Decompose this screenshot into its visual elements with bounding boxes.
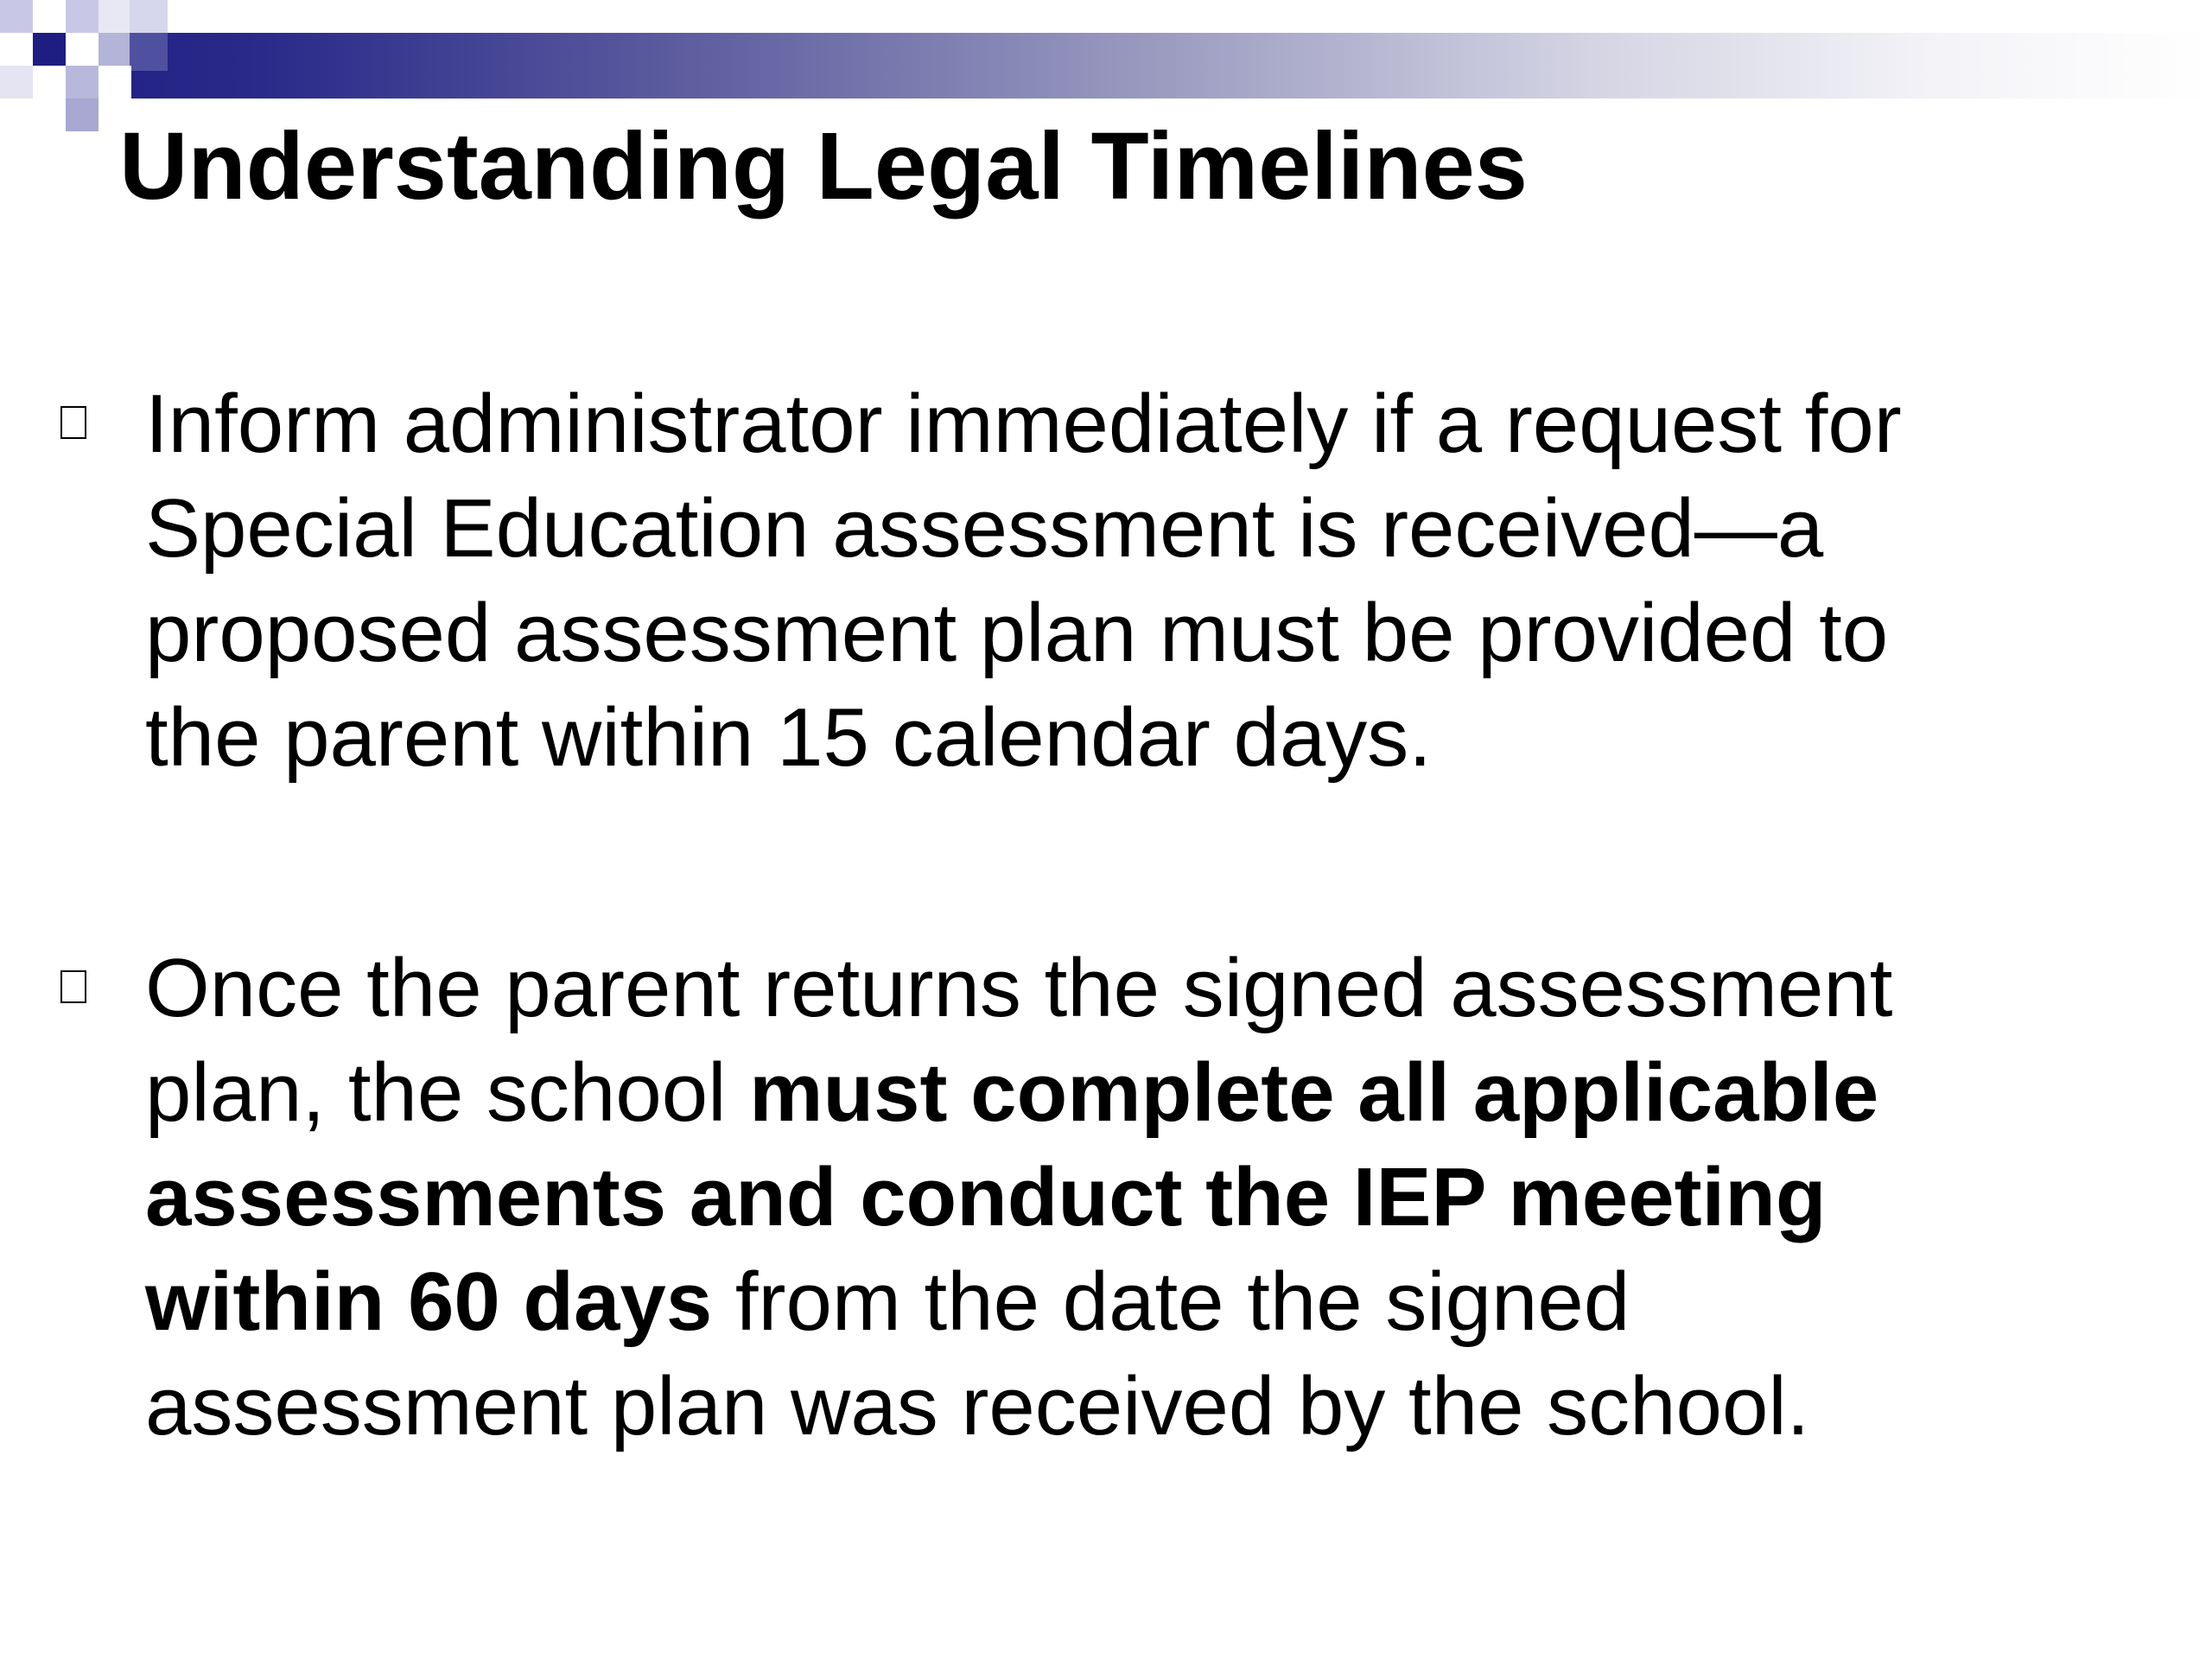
bullet-line: proposed assessment plan must be provided to <box>145 587 1889 679</box>
bullet-line <box>145 1040 2098 1145</box>
bullet-line <box>145 1249 2098 1354</box>
square-bullet-icon <box>60 406 86 439</box>
decor-square <box>33 0 66 33</box>
decor-square <box>0 99 33 131</box>
decor-square <box>66 66 99 99</box>
decor-square <box>0 0 33 33</box>
bullet-text <box>145 936 2098 1459</box>
bullet-line: the parent within 15 calendar days. <box>145 691 1432 784</box>
bullet-line <box>145 1145 2098 1249</box>
decor-square <box>66 99 99 131</box>
bold-text-run: within 60 days <box>145 1255 713 1348</box>
decor-square <box>99 66 131 99</box>
decor-square <box>0 66 33 99</box>
decor-square <box>130 33 168 71</box>
bullet-text <box>145 372 2098 790</box>
text-run: assessment plan was received by the school. <box>145 1360 1810 1452</box>
bullet-line <box>145 936 2098 1040</box>
bullet-line: Special Education assessment is received—a <box>145 482 1824 575</box>
decor-square <box>33 66 66 99</box>
decor-square <box>33 33 66 66</box>
slide-title: Understanding Legal Timelines <box>119 113 1528 219</box>
decor-square <box>99 33 131 66</box>
bullet-line: Inform administrator immediately if a request for <box>145 378 1902 470</box>
text-run: from the date the signed <box>712 1255 1630 1348</box>
decor-square <box>66 33 99 66</box>
decor-square <box>0 33 33 66</box>
decor-square <box>99 0 131 33</box>
text-run: plan, the school <box>145 1046 750 1139</box>
bold-text-run: assessments and conduct the IEP meeting <box>145 1151 1827 1243</box>
square-bullet-icon <box>60 970 86 1003</box>
bullet-line <box>145 1354 2098 1459</box>
bold-text-run: must complete all applicable <box>749 1046 1879 1139</box>
text-run: Once the parent returns the signed assessment <box>145 942 1893 1034</box>
decor-square <box>66 0 99 33</box>
header-gradient-bar <box>0 33 2212 99</box>
